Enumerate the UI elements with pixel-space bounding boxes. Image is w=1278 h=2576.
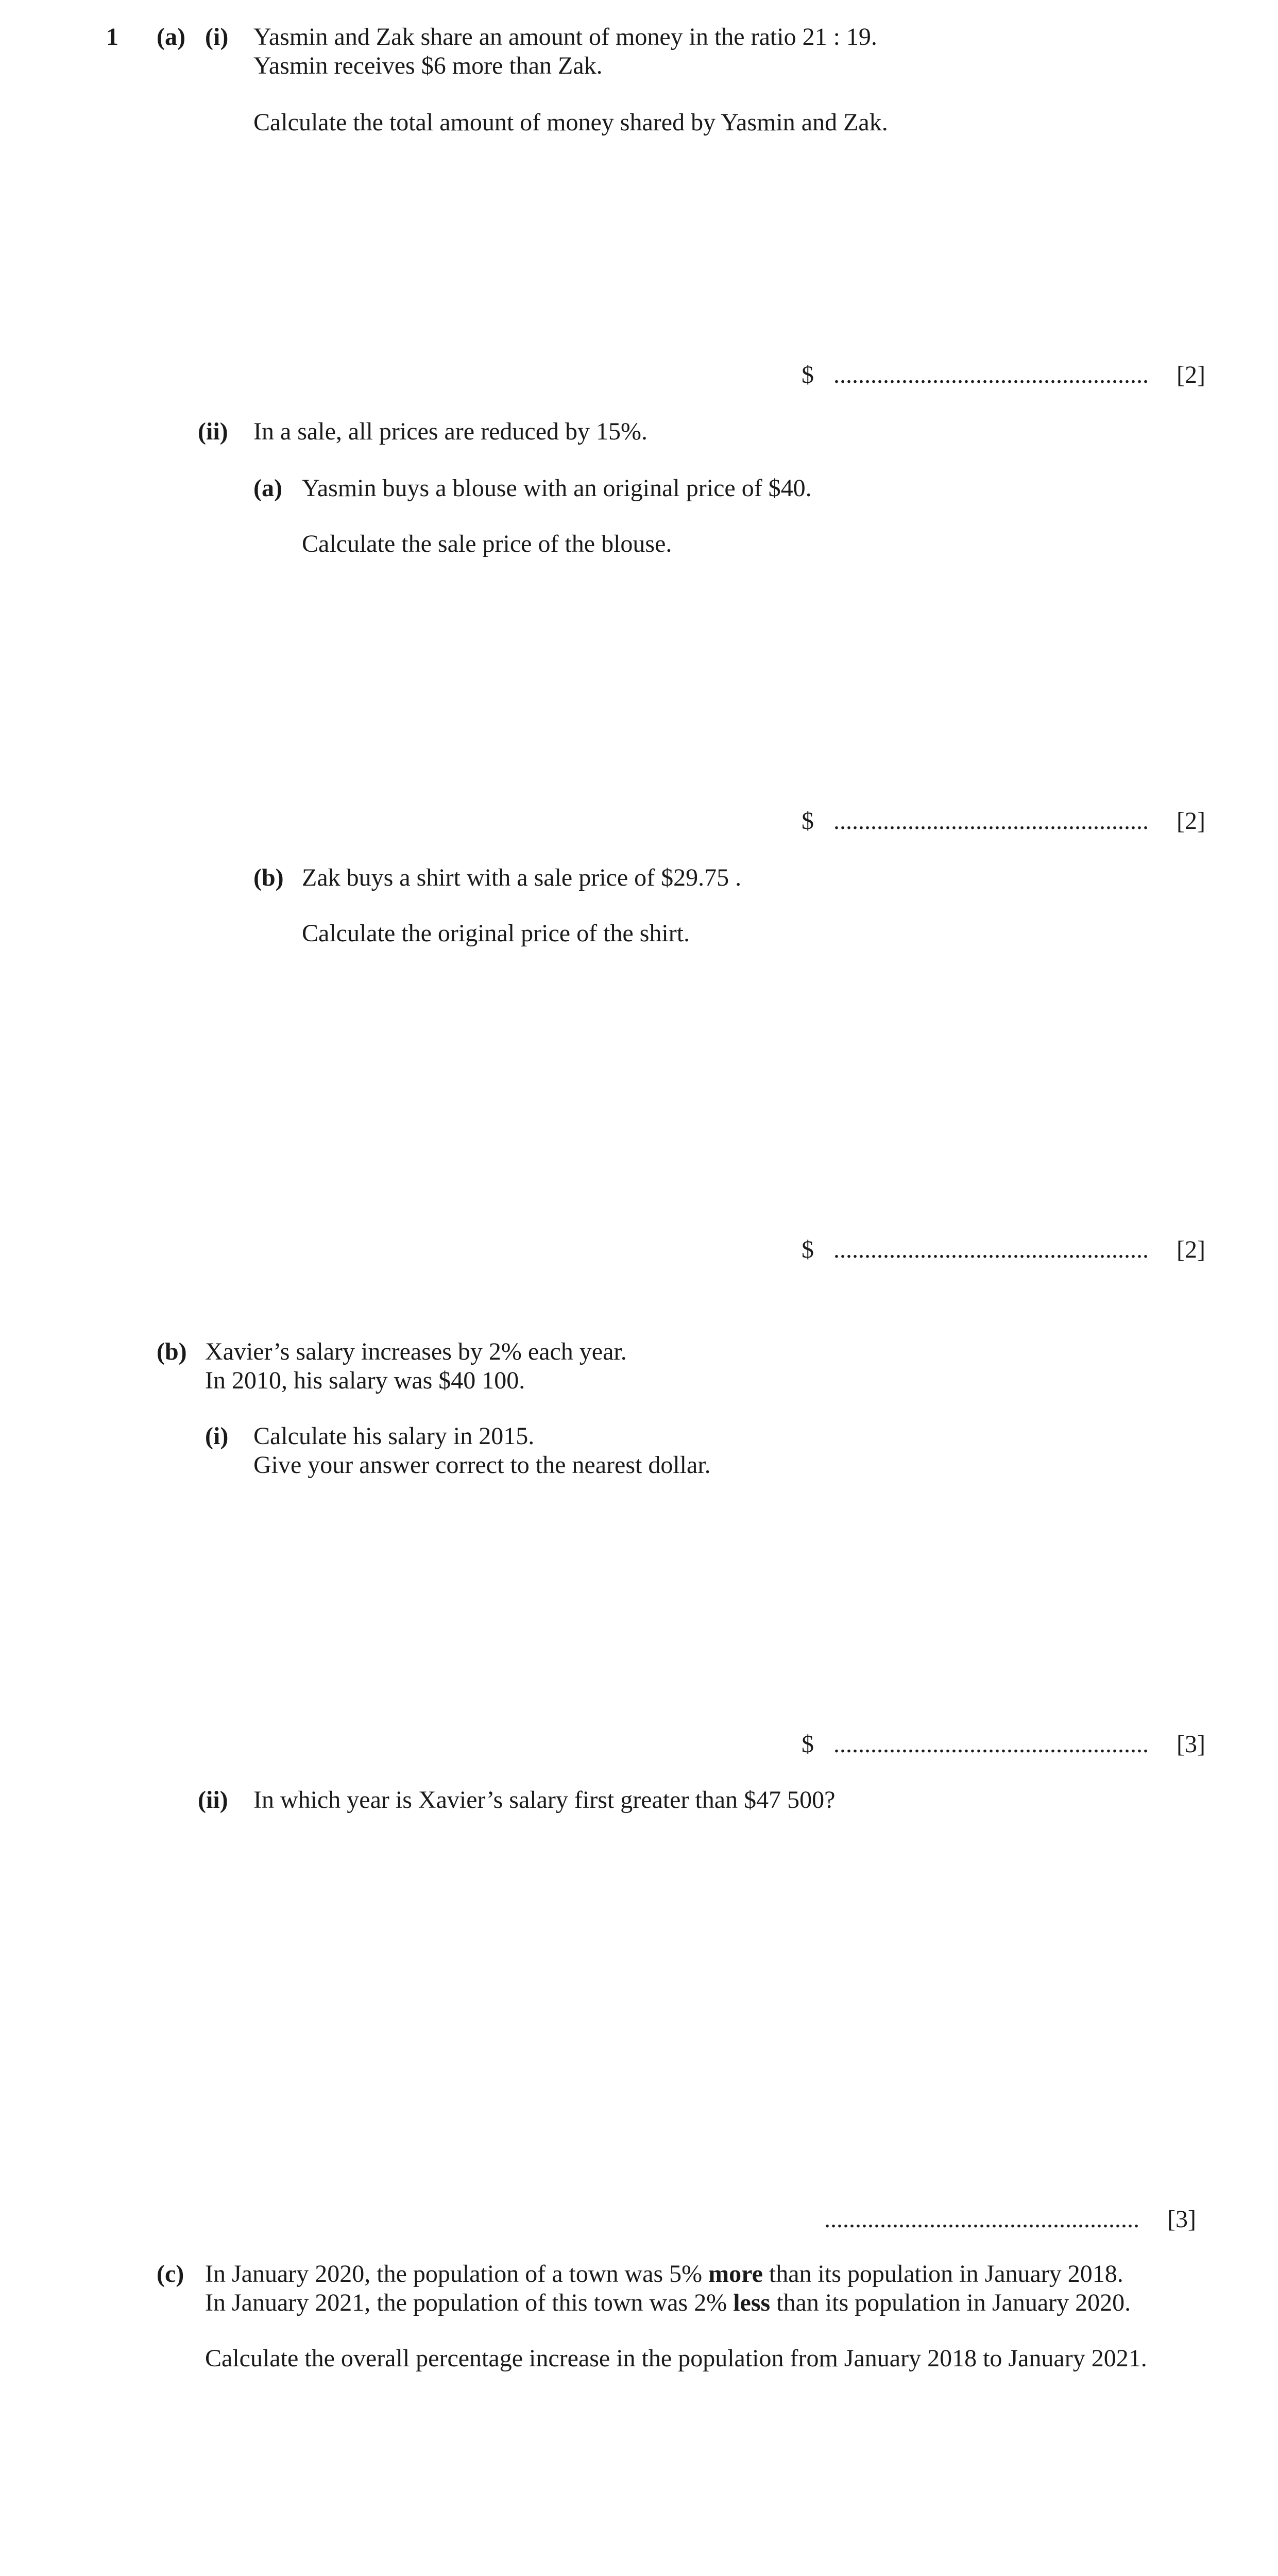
part-c-instruction: Calculate the overall percentage increase in the population from January 2018 to January 2021. [205, 2345, 1147, 2372]
marks: [3] [1177, 1731, 1205, 1758]
part-b-i-label: (i) [205, 1422, 229, 1450]
answer-line-a-ii-b[interactable] [802, 1235, 1205, 1264]
answer-prefix: $ [802, 807, 814, 835]
marks: [3] [1167, 2206, 1196, 2233]
answer-dots: ................................................... [833, 1236, 1149, 1263]
part-c-text-2-pre: In January 2021, the population of this town was 2% [205, 2289, 734, 2316]
part-a-ii-b-instruction: Calculate the original price of the shirt. [302, 920, 690, 947]
part-c-text-1-emphasis: more [708, 2260, 763, 2287]
part-c-text-2 [205, 2289, 1131, 2317]
answer-line-a-ii-a[interactable] [802, 807, 1205, 836]
part-b-label: (b) [157, 1338, 187, 1365]
answer-prefix: $ [802, 1236, 814, 1263]
part-a-ii-a-instruction: Calculate the sale price of the blouse. [302, 530, 672, 557]
part-b-ii-label: (ii) [198, 1786, 228, 1814]
part-a-label: (a) [157, 23, 185, 50]
answer-prefix: $ [802, 361, 814, 388]
marks: [2] [1177, 361, 1205, 388]
part-a-i-label: (i) [205, 23, 229, 50]
answer-dots: ................................................... [833, 1731, 1149, 1758]
part-b-i-text-1: Calculate his salary in 2015. [253, 1422, 535, 1450]
answer-dots: ................................................... [833, 361, 1149, 388]
marks: [2] [1177, 1236, 1205, 1263]
part-a-ii-label: (ii) [198, 418, 228, 445]
part-c-text-1-post: than its population in January 2018. [762, 2260, 1123, 2287]
part-a-i-text-2: Yasmin receives $6 more than Zak. [253, 52, 603, 79]
part-b-text-1: Xavier’s salary increases by 2% each year. [205, 1338, 627, 1365]
part-a-ii-b-text-1: Zak buys a shirt with a sale price of $29.75 . [302, 864, 742, 891]
part-c-text-1-pre: In January 2020, the population of a town was 5% [205, 2260, 709, 2287]
part-a-ii-text: In a sale, all prices are reduced by 15%. [253, 418, 647, 445]
part-c-text-1 [205, 2260, 1123, 2289]
marks: [2] [1177, 807, 1205, 835]
part-a-ii-a-label: (a) [253, 474, 282, 502]
part-b-ii-text: In which year is Xavier’s salary first greater than $47 500? [253, 1786, 836, 1814]
answer-prefix: $ [802, 1731, 814, 1758]
answer-dots: ................................................... [833, 807, 1149, 835]
part-a-i-text-1: Yasmin and Zak share an amount of money in the ratio 21 : 19. [253, 23, 877, 50]
question-number: 1 [106, 23, 118, 50]
answer-line-b-ii[interactable] [824, 2205, 1196, 2234]
answer-line-b-i[interactable] [802, 1730, 1205, 1759]
part-a-i-instruction: Calculate the total amount of money shared by Yasmin and Zak. [253, 109, 888, 136]
answer-dots: ................................................... [824, 2206, 1139, 2233]
part-c-text-2-post: than its population in January 2020. [770, 2289, 1131, 2316]
part-b-text-2: In 2010, his salary was $40 100. [205, 1367, 525, 1394]
part-c-text-2-emphasis: less [733, 2289, 771, 2316]
part-b-i-text-2: Give your answer correct to the nearest dollar. [253, 1451, 711, 1479]
answer-line-a-i[interactable] [802, 361, 1205, 389]
part-a-ii-b-label: (b) [253, 864, 284, 891]
part-a-ii-a-text-1: Yasmin buys a blouse with an original price of $40. [302, 474, 812, 502]
part-c-label: (c) [157, 2260, 184, 2287]
